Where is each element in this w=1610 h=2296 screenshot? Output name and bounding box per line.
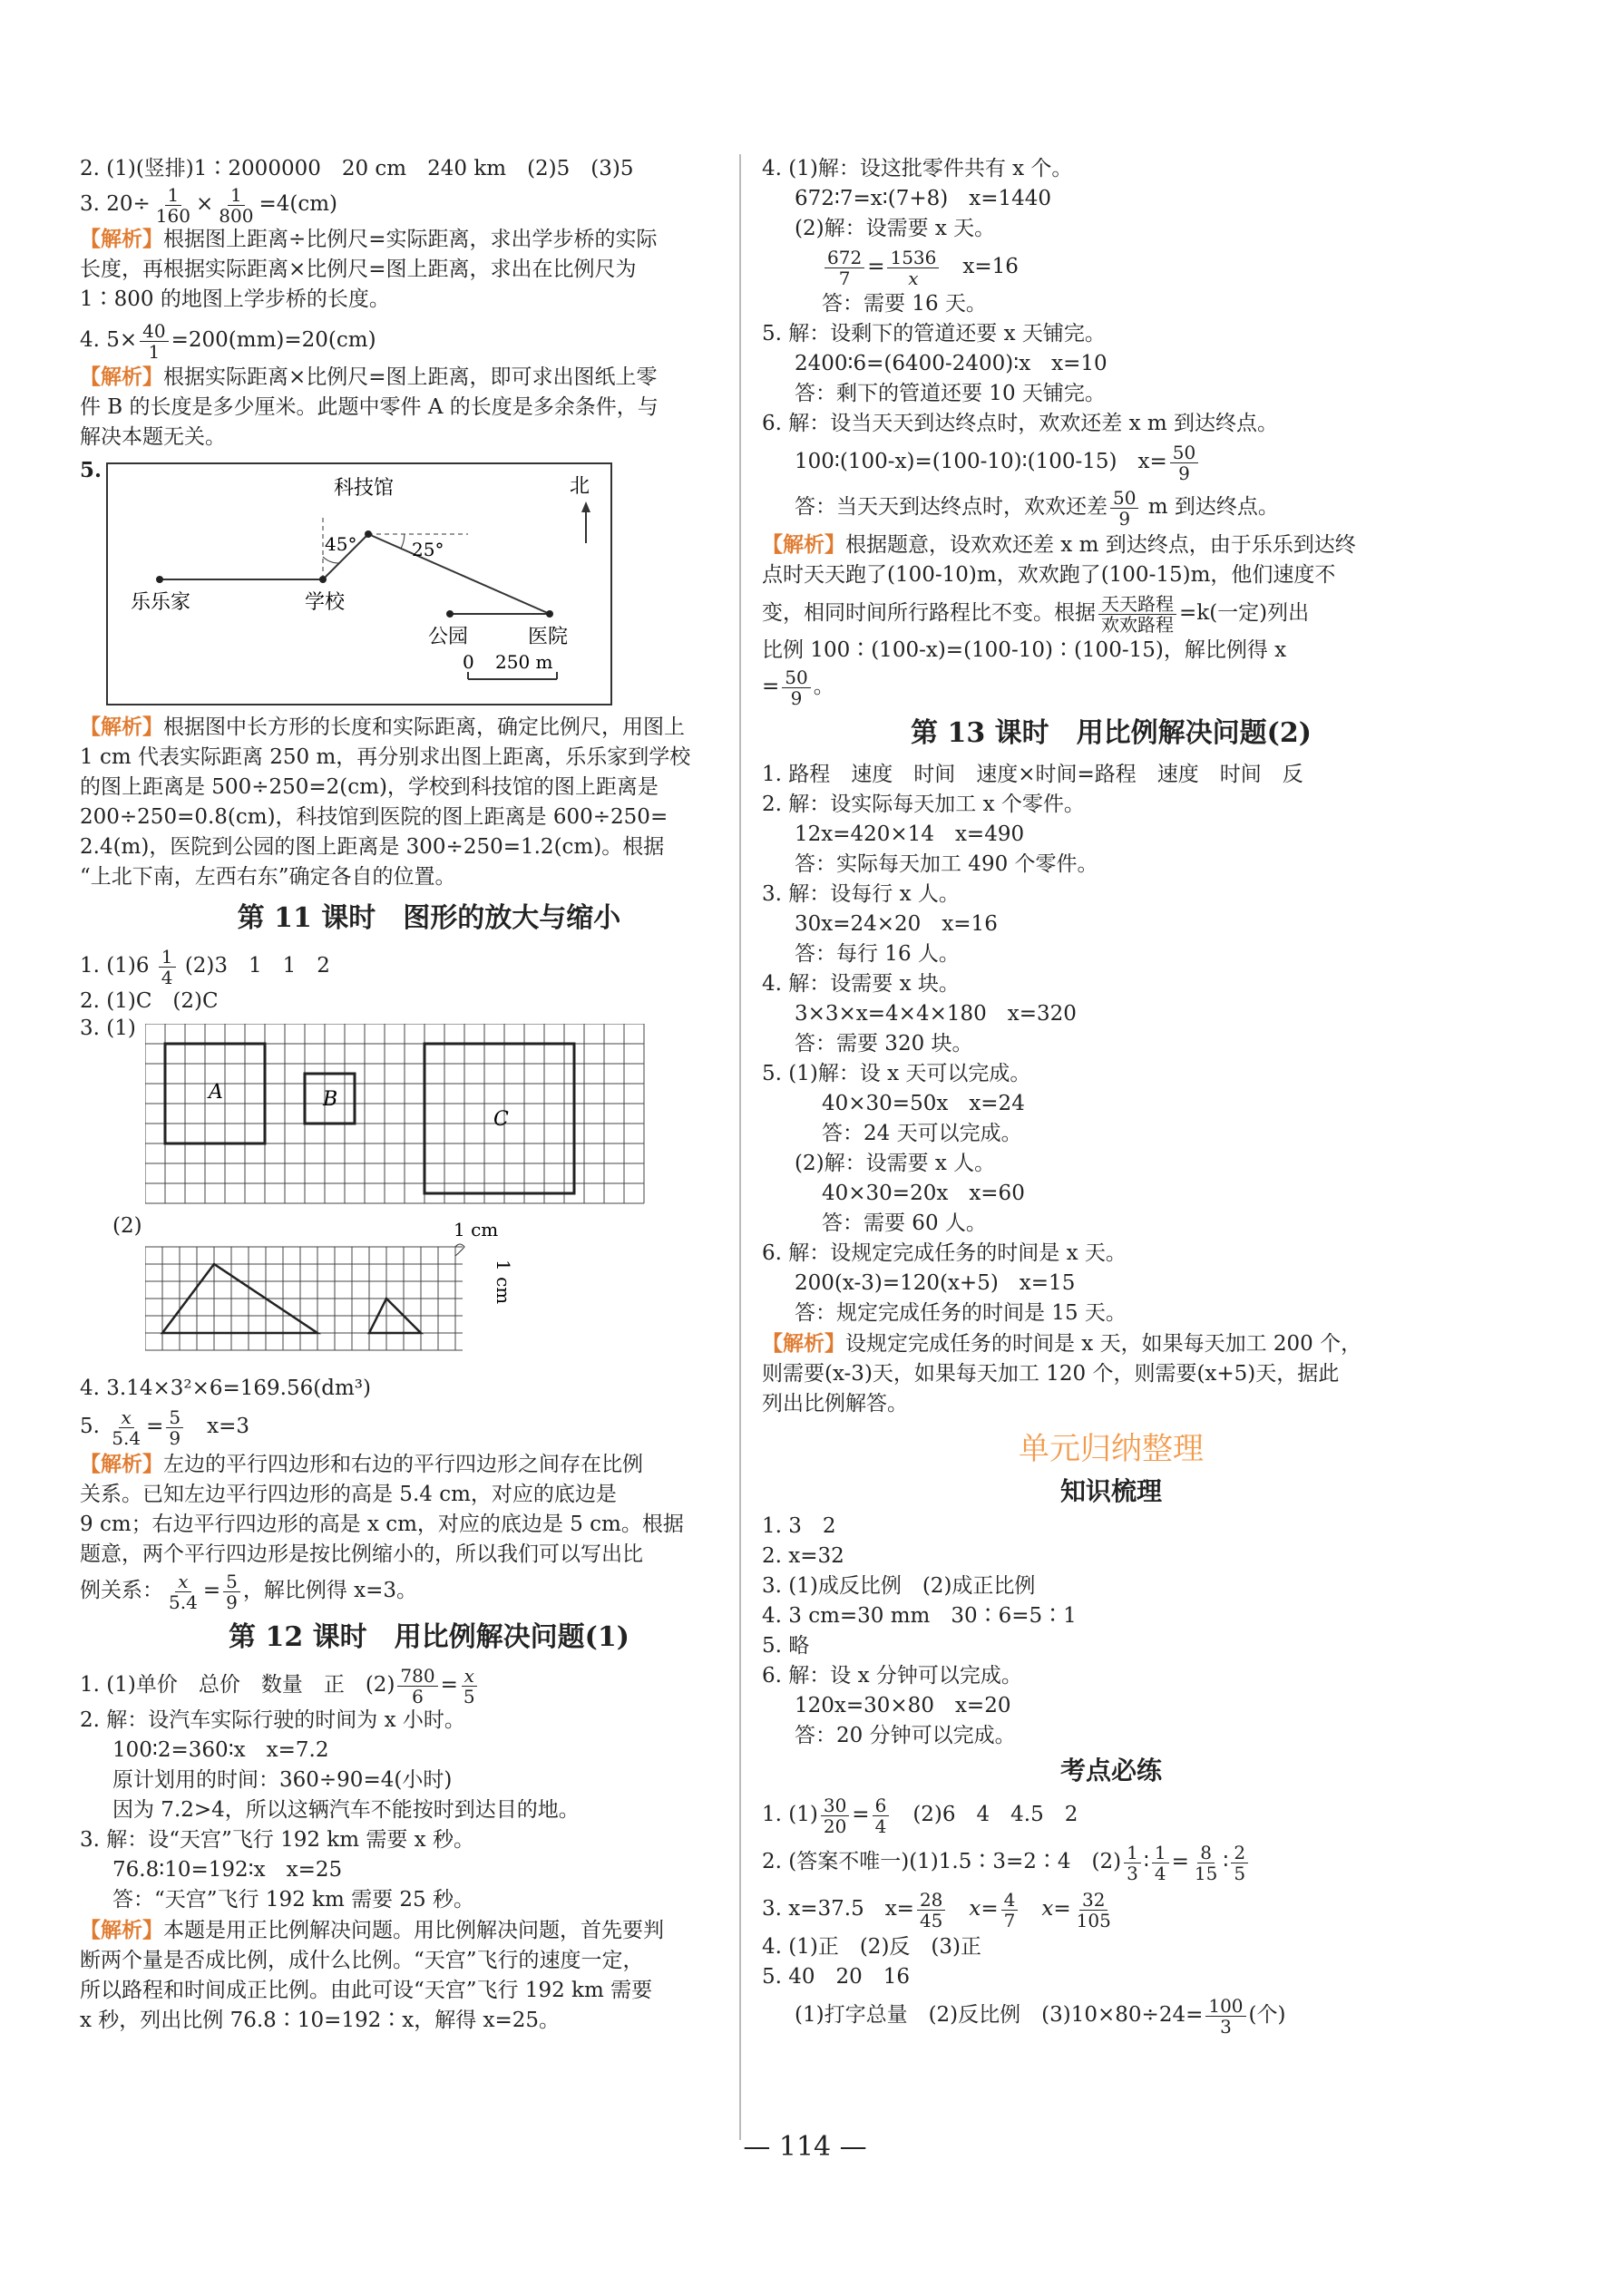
review-answer: 6. 解：设 x 分钟可以完成。: [762, 1664, 1022, 1688]
s12-answer-3: 3. 解：设“天宫”飞行 192 km 需要 x 秒。: [80, 1828, 474, 1852]
analysis-line: “上北下南，左西右东”确定各自的位置。: [80, 865, 456, 889]
analysis-line: 长度，再根据实际距离×比例尺=图上距离，求出在比例尺为: [80, 258, 637, 281]
solution-line: 2400∶6=(6400-2400)∶x x=10: [795, 352, 1107, 375]
fraction: $\frac{50}{9}$: [1110, 488, 1138, 529]
analysis-1: 【解析】根据图上距离÷比例尺=实际距离，求出学步桥的实际: [80, 227, 658, 251]
s13-answer-3: 3. 解：设每行 x 人。: [762, 882, 960, 906]
solution-line: 100∶2=360∶x x=7.2: [112, 1738, 329, 1762]
shape-label-B: B: [323, 1088, 338, 1111]
fraction: $\frac{x}{5.4}$: [169, 1570, 198, 1613]
fraction: $\frac{50}{9}$: [1170, 443, 1198, 483]
fraction: $\frac{5}{9}$: [223, 1571, 240, 1612]
s11-answer-2: 2. (1)C (2)C: [80, 989, 219, 1013]
analysis-line: 变，相同时间所行路程比不变。根据 $\frac{\text{天天路程}}{\text{欢欢路程}}$ =k(一定)列出: [762, 592, 1310, 636]
analysis-line: 点时天天跑了(100-10)m，欢欢跑了(100-15)m，他们速度不: [762, 563, 1336, 587]
fraction: $\frac{1}{160}$: [155, 183, 190, 227]
practice-answer-3: 3. x=37.5 x= $\frac{28}{45}$ x= $\frac{4}{7}$ x= $\frac{32}{105}$: [762, 1885, 1460, 1932]
solution-line: 答：规定完成任务的时间是 15 天。: [795, 1301, 1127, 1325]
map-label-home: 乐乐家: [131, 591, 191, 614]
practice-answer-5: 5. 40 20 16: [762, 1965, 911, 1989]
fraction: $\frac{100}{3}$: [1205, 1996, 1245, 2037]
solution-line: 100∶(100-x)=(100-10)∶(100-15) x= $\frac{50}{9}$: [762, 439, 1460, 484]
review-answer: 2. x=32: [762, 1544, 844, 1568]
analysis-line: 的图上距离是 500÷250=2(cm)，学校到科技馆的图上距离是: [80, 775, 659, 799]
solution-line: 答：20 分钟可以完成。: [795, 1724, 1016, 1747]
knowledge-review-heading: 知识梳理: [1059, 1476, 1162, 1506]
analysis-6: 【解析】根据题意，设欢欢还差 x m 到达终点，由于乐乐到达终: [762, 532, 1356, 557]
analysis-line: 件 B 的长度是多少厘米。此题中零件 A 的长度是多余条件，与: [80, 395, 659, 419]
practice-answer-1: 1. (1) $\frac{30}{20}$ = $\frac{6}{4}$ (2)6 4 4.5 2: [762, 1794, 1078, 1837]
shape-label-C: C: [493, 1108, 509, 1131]
solution-line: 12x=420×14 x=490: [795, 822, 1025, 846]
analysis-line: 解决本题无关。: [80, 425, 226, 449]
practice-answer-2: 2. (答案不唯一)(1)1.5∶3=2∶4 (2) $\frac{1}{3}$ ∶ $\frac{1}{4}$ = $\frac{8}{15}$ ∶ $\frac{2}{5}$: [762, 1838, 1460, 1885]
analysis-line: 题意，两个平行四边形是按比例缩小的，所以我们可以写出比: [80, 1542, 643, 1566]
fraction: $\frac{780}{6}$: [397, 1666, 437, 1707]
map-label-tech: 科技馆: [334, 477, 395, 500]
map-angle-25: 25°: [412, 539, 444, 560]
fraction: $\frac{30}{20}$: [821, 1795, 849, 1836]
analysis-3: 【解析】根据图中长方形的长度和实际距离，确定比例尺，用图上: [80, 715, 685, 739]
analysis-line: 列出比例解答。: [762, 1392, 908, 1416]
answer-4: 4. (1)解：设这批零件共有 x 个。: [762, 157, 1073, 180]
analysis-line: 比例 100∶(100-x)=(100-10)∶(100-15)，解比例得 x: [762, 638, 1287, 662]
solution-line: $\frac{672}{7}$ = $\frac{1536}{x}$ x=16: [762, 244, 1460, 289]
fraction: $\frac{1}{4}$: [159, 947, 176, 987]
solution-line: (2)解：设需要 x 人。: [795, 1152, 996, 1175]
analysis-line: 1∶800 的地图上学步桥的长度。: [80, 287, 390, 311]
solution-line: 200(x-3)=120(x+5) x=15: [795, 1271, 1076, 1295]
s13-answer-5: 5. (1)解：设 x 天可以完成。: [762, 1062, 1031, 1085]
solution-line: 30x=24×20 x=16: [795, 912, 998, 936]
map-question: 5. 科技馆 北 45° 25° 乐乐家 学校 公园 医院 0 250 m: [80, 458, 778, 712]
unit-label-vertical: 1 cm: [493, 1260, 514, 1305]
map-label-park: 公园: [428, 626, 469, 648]
map-label-school: 学校: [305, 591, 346, 614]
s11-answer-4: 4. 3.14×3²×6=169.56(dm³): [80, 1377, 371, 1400]
analysis-line: 则需要(x-3)天，如果每天加工 120 个，则需要(x+5)天，据此: [762, 1362, 1340, 1386]
analysis-line: = $\frac{50}{9}$ 。: [762, 666, 834, 709]
analysis-line: 关系。已知左边平行四边形的高是 5.4 cm，对应的底边是: [80, 1483, 617, 1506]
review-answer: 3. (1)成反比例 (2)成正比例: [762, 1574, 1036, 1598]
grid-question: 3. (1) A B C: [80, 1017, 778, 1207]
solution-line: 答：需要 320 块。: [795, 1032, 973, 1056]
shape-label-A: A: [209, 1081, 223, 1104]
fraction: $\frac{2}{5}$: [1231, 1843, 1248, 1883]
fraction: $\frac{1536}{x}$: [887, 248, 939, 288]
review-answer: 1. 3 2: [762, 1514, 836, 1538]
analysis-line: x 秒，列出比例 76.8∶10=192∶x，解得 x=25。: [80, 2009, 561, 2032]
fraction: $\frac{1}{3}$: [1124, 1843, 1141, 1883]
fraction: $\frac{672}{7}$: [825, 248, 864, 288]
solution-line: (2)解：设需要 x 天。: [795, 217, 996, 240]
analysis-2: 【解析】根据实际距离×比例尺=图上距离，即可求出图纸上零: [80, 365, 658, 389]
triangle-question: (2) 1 cm 1 cm: [80, 1214, 778, 1374]
analysis-line: 所以路程和时间成正比例。由此可设“天宫”飞行 192 km 需要: [80, 1979, 653, 2002]
fraction: $\frac{\text{天天路程}}{\text{欢欢路程}}$: [1098, 594, 1176, 635]
fraction: $\frac{4}{7}$: [1001, 1890, 1019, 1931]
fraction: $\frac{28}{45}$: [917, 1890, 945, 1931]
fraction: $\frac{40}{1}$: [140, 321, 168, 362]
solution-line: 76.8∶10=192∶x x=25: [112, 1858, 343, 1882]
s12-answer-1: 1. (1)单价 总价 数量 正 (2) $\frac{780}{6}$ = $\frac{x}{5}$: [80, 1664, 778, 1706]
solution-line: 40×30=20x x=60: [822, 1182, 1025, 1205]
review-answer: 4. 3 cm=30 mm 30∶6=5∶1: [762, 1604, 1077, 1628]
section-heading-11: 第 11 课时 图形的放大与缩小: [237, 902, 621, 934]
fraction: $\frac{x}{5}$: [461, 1666, 478, 1707]
analysis-5: 【解析】本题是用正比例解决问题。用比例解决问题，首先要判: [80, 1918, 664, 1942]
solution-line: 原计划用的时间：360÷90=4(小时): [112, 1768, 453, 1792]
unit-label-horizontal: 1 cm: [454, 1219, 499, 1240]
answer-2: 2. (1)(竖排)1∶2000000 20 cm 240 km (2)5 (3)5: [80, 157, 634, 180]
solution-line: 120x=30×80 x=20: [795, 1694, 1011, 1717]
solution-line: 答：剩下的管道还要 10 天铺完。: [795, 382, 1106, 405]
map-figure: [105, 462, 613, 706]
solution-line: 因为 7.2>4，所以这辆汽车不能按时到达目的地。: [112, 1798, 580, 1822]
analysis-line: 1 cm 代表实际距离 250 m，再分别求出图上距离，乐乐家到学校: [80, 745, 691, 769]
review-answer: 5. 略: [762, 1634, 810, 1658]
map-label-hospital: 医院: [528, 626, 569, 648]
s12-answer-2: 2. 解：设汽车实际行驶的时间为 x 小时。: [80, 1708, 465, 1732]
fraction: $\frac{5}{9}$: [166, 1407, 183, 1448]
section-heading-13: 第 13 课时 用比例解决问题(2): [911, 717, 1312, 749]
section-heading-12: 第 12 课时 用比例解决问题(1): [229, 1621, 629, 1653]
analysis-line: 9 cm；右边平行四边形的高是 x cm，对应的底边是 5 cm。根据: [80, 1513, 684, 1536]
solution-line: 40×30=50x x=24: [822, 1092, 1025, 1115]
fraction: $\frac{x}{5.4}$: [112, 1406, 141, 1449]
analysis-line: 2.4(m)，医院到公园的图上距离是 300÷250=1.2(cm)。根据: [80, 835, 665, 859]
solution-line: 答：“天宫”飞行 192 km 需要 25 秒。: [112, 1888, 474, 1912]
left-column: [80, 154, 778, 2036]
right-column: [762, 154, 1460, 2038]
solution-line: 答：每行 16 人。: [795, 942, 960, 966]
solution-line: 答：当天天到达终点时，欢欢还差 $\frac{50}{9}$ m 到达终点。: [795, 486, 1279, 530]
analysis-4: 【解析】左边的平行四边形和右边的平行四边形之间存在比例: [80, 1452, 643, 1476]
answer-6: 6. 解：设当天天到达终点时，欢欢还差 x m 到达终点。: [762, 412, 1278, 435]
map-angle-45: 45°: [325, 533, 357, 555]
analysis-line: 200÷250=0.8(cm)，科技馆到医院的图上距离是 600÷250=: [80, 805, 668, 829]
unit-summary-title: 单元归纳整理: [1019, 1431, 1204, 1467]
fraction: $\frac{6}{4}$: [873, 1795, 890, 1836]
s13-answer-6: 6. 解：设规定完成任务的时间是 x 天。: [762, 1241, 1127, 1265]
analysis-7: 【解析】设规定完成任务的时间是 x 天，如果每天加工 200 个，: [762, 1331, 1362, 1356]
s11-answer-5: 5. $\frac{x}{5.4}$ = $\frac{5}{9}$ x=3: [80, 1406, 249, 1449]
solution-line: 672∶7=x∶(7+8) x=1440: [795, 187, 1052, 210]
answer-3: 3. 20÷ $\frac{1}{160}$ × $\frac{1}{800}$ =4(cm): [80, 183, 337, 227]
fraction: $\frac{50}{9}$: [782, 667, 810, 708]
fraction: $\frac{32}{105}$: [1076, 1888, 1111, 1931]
fraction: $\frac{8}{15}$: [1194, 1841, 1218, 1884]
scale-label: 250 m: [495, 651, 553, 673]
solution-line: 答：24 天可以完成。: [822, 1122, 1022, 1145]
practice-heading: 考点必练: [1059, 1756, 1162, 1785]
practice-answer-4: 4. (1)正 (2)反 (3)正: [762, 1935, 981, 1959]
solution-line: 答：需要 60 人。: [822, 1211, 987, 1235]
scale-zero: 0: [463, 651, 474, 673]
grid-figure-1: [145, 1024, 653, 1205]
solution-line: 答：需要 16 天。: [822, 292, 987, 316]
map-label-north: 北: [570, 475, 590, 498]
s13-answer-2: 2. 解：设实际每天加工 x 个零件。: [762, 793, 1085, 816]
solution-line: 3×3×x=4×4×180 x=320: [795, 1002, 1077, 1026]
fraction: $\frac{1}{800}$: [219, 183, 254, 227]
s11-answer-1: 1. (1)6 $\frac{1}{4}$ (2)3 1 1 2: [80, 945, 330, 988]
page-number: — 114 —: [743, 2131, 867, 2163]
analysis-line: 断两个量是否成比例，成什么比例。“天宫”飞行的速度一定，: [80, 1949, 644, 1972]
fraction: $\frac{1}{4}$: [1152, 1843, 1169, 1883]
analysis-line: 例关系： $\frac{x}{5.4}$ = $\frac{5}{9}$ ，解比例得 x=3。: [80, 1570, 418, 1613]
s13-answer-1: 1. 路程 速度 时间 速度×时间=路程 速度 时间 反: [762, 763, 1303, 786]
s13-answer-4: 4. 解：设需要 x 块。: [762, 972, 960, 996]
solution-line: 答：实际每天加工 490 个零件。: [795, 852, 1098, 876]
answer-4: 4. 5× $\frac{40}{1}$ =200(mm)=20(cm): [80, 319, 376, 363]
solution-line: (1)打字总量 (2)反比例 (3)10×80÷24= $\frac{100}{3}$ (个): [795, 1994, 1286, 2038]
grid-figure-2: [145, 1214, 544, 1368]
answer-5: 5. 解：设剩下的管道还要 x 天铺完。: [762, 322, 1106, 345]
